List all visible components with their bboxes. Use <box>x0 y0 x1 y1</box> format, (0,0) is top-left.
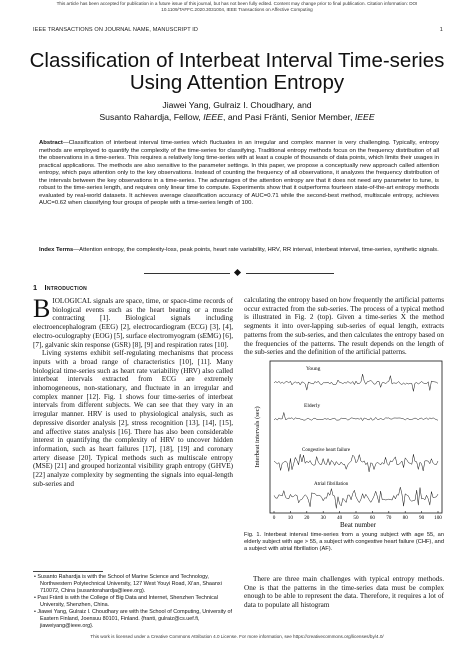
panel-label-elderly: Elderly <box>304 403 321 409</box>
abstract-text: —Classification of interbeat interval time-series which fluctuates in an irregular and complex manner is very challenging. Typically, entropy methods are employed to quantify the complexity of the time-series for classifying. Traditional entropy methods focus on the frequency distribution of all the observations in a time-series. This requires a relatively long time-series with at least a couple of thousands of data points, which limits their usages in practical applications. The methods are also sensitive to the parameter settings. In this paper, we propose a conceptually new approach called attention entropy, which pays attention only to the key observations. Instead of counting the frequency of all observations, it analyzes the frequency distribution of the intervals between the key observations in a time-series. The advantages of the attention entropy are that it does not need any parameter to tune, is robust to the time-series length, and requires only linear time to compute. Experiments show that it outperforms fourteen state-of-the-art entropy methods evaluated by real-world datasets. It achieves average classification accuracy of AUC=0.71 while the second-best method, multiscale entropy, achieves AUC=0.62 when classifying four groups of people with a time-series length of 100. <box>39 140 439 206</box>
footnote: • Pasi Fränti is with the College of Big Data and Internet, Shenzhen Technical University, Shenzhen, China. <box>34 594 218 608</box>
trace-line-3 <box>274 454 438 472</box>
x-tick-label: 70 <box>386 515 392 521</box>
x-tick-labels <box>273 511 443 521</box>
footnote: • Susanto Rahardja is with the School of Marine Science and Technology, Northwestern Polytechnical University, 127 West Youyi Road, Xi'an, Shaanxi 710072, China (susantorahardja@ieee.org). <box>34 574 222 594</box>
diamond-ornament <box>234 269 241 276</box>
x-tick-label: 10 <box>287 515 293 521</box>
author-text: Susanto Rahardja, Fellow, <box>99 112 204 122</box>
trace-line-1 <box>274 374 438 391</box>
paragraph-text: IOLOGICAL signals are space, time, or space-time records of biological events such as the heart beating or a muscle contracting [1]. Biological signals including electroencephalogram (EEG) [2], electrocardiogram (ECG) [3], [4], electro-oculography (EOG) [5], surface electromyogram (sEMG) [6], [7], galvanic skin response (GSR) [8], [9] and respiration rates [10]. <box>33 297 233 349</box>
x-axis-label: Beat number <box>340 521 376 529</box>
license-notice: This work is licensed under a Creative Commons Attribution 4.0 License. For more information, see https://creativecommons.org/licenses/by/4.0/ <box>90 634 384 639</box>
x-tick-label: 100 <box>434 515 442 521</box>
right-column-continued <box>244 575 444 610</box>
x-tick-label: 0 <box>272 515 276 521</box>
panel-label-chf: Congestive heart failure <box>302 448 351 453</box>
x-tick-label: 30 <box>320 515 326 521</box>
x-tick-label: 20 <box>304 515 310 521</box>
right-paragraph-1: calculating the entropy based on how frequently the artificial patterns occur extracted from the sub-series. The process of a typical method is illustrated in Fig. 2 (top). Given a time-series X the method segments it into over-lapping sub-series of equal length, extracts patterns from the sub-series, and then calculates the entropy based on the frequencies of the patterns. The result depends on the length of the sub-series and the definition of the artificial patterns. <box>244 296 444 357</box>
index-terms <box>39 247 439 255</box>
section-divider <box>144 270 334 278</box>
panel-label-af: Atrial fibrillation <box>314 482 349 487</box>
x-tick-label: 80 <box>402 515 408 521</box>
index-terms-text: —Attention entropy, the complexity-loss, peak points, heart rate variability, HRV, RR interval, interbeat interval, time-series, synthetic signals. <box>73 247 439 253</box>
publication-notice <box>0 1 474 13</box>
right-column <box>244 296 444 357</box>
section-heading <box>33 283 87 292</box>
section-number: 1 <box>33 283 38 292</box>
trace-line-2 <box>274 412 438 420</box>
interval-traces <box>274 374 438 508</box>
panel-label-young: Young <box>306 366 321 372</box>
drop-cap: B <box>33 294 51 323</box>
footnote-text: Susanto Rahardja is with the School of Marine Science and Technology, Northwestern Polytechnical University, 127 West Youyi Road, Xi'an, Shaanxi 710072, China (susantorahardja@ieee.org). <box>37 574 222 594</box>
ieee-label: IEEE <box>354 112 375 122</box>
footnote-rule <box>33 571 103 572</box>
section-title: Introduction <box>44 283 88 292</box>
intro-paragraph-2: Living systems exhibit self-regulating mechanisms that process inputs with a broad range of characteristics [10], [11]. Many biological time-series such as heart rate variability (HRV) also called interbeat intervals extracted from ECG are extremely inhomogeneous, non-stationary, and fluctuate in an irregular and complex manner [12]. Fig. 1 shows four time-series of interbeat intervals from different subjects. We can see that they vary in an irregular manner. HRV is used to physiological analysis, such as depressive disorder analysis [2], stress recognition [13], [14], [15], and affective states analysis [16]. There has also been considerable interest in quantifying the complexity of HRV to uncover hidden information, such as heart failures [17], [18], [19] and coronary artery disease [20]. Typical methods such as multiscale entropy (MSE) [21] and grouped horizontal visibility graph entropy (GHVE) [22] analyze complexity by segmenting the signals into equal-length sub-series and <box>33 349 233 488</box>
title-line-1: Classification of Interbeat Interval Time-series <box>29 49 445 72</box>
ieee-label: IEEE <box>203 112 223 122</box>
right-paragraph-2: There are three main challenges with typical entropy methods. One is that the patterns in the time-series data must be complex enough to be able to represent the data. Therefore, it requires a lot of data to populate all histogram <box>244 575 444 610</box>
plot-frame <box>270 361 442 513</box>
intro-paragraph-1 <box>33 294 233 349</box>
y-axis-label: Interbeat intervals (sec) <box>254 406 261 468</box>
notice-line-1: This article has been accepted for publication in a future issue of this journal, but has not been fully edited. Content may change prior to final publication. Citation information: DOI <box>56 1 418 6</box>
x-tick-label: 90 <box>419 515 425 521</box>
paper-title <box>20 50 454 94</box>
footnotes <box>33 574 233 630</box>
journal-name: IEEE TRANSACTIONS ON JOURNAL NAME, MANUSCRIPT ID <box>33 27 199 33</box>
notice-line-2: 10.1109/TAFFC.2020.3031004, IEEE Transactions on Affective Computing <box>161 7 313 12</box>
author-text: , and Pasi Fränti, Senior Member, <box>223 112 355 122</box>
left-column <box>33 294 233 488</box>
author-line-1: Jiawei Yang, Gulraiz I. Choudhary, and <box>162 100 312 110</box>
author-line-2 <box>20 111 454 123</box>
trace-line-4 <box>274 487 438 508</box>
figure-caption: Fig. 1. Interbeat interval time-series from a young subject with age 55, an elderly subject with age > 55, a subject with congestive heart failure (CHF), and a subject with atrial fibrillation (AF). <box>244 532 444 553</box>
footnote-text: Pasi Fränti is with the College of Big Data and Internet, Shenzhen Technical University, Shenzhen, China. <box>37 594 218 608</box>
x-tick-label: 60 <box>369 515 375 521</box>
page-number: 1 <box>439 27 443 33</box>
footnote-text: Jiawei Yang, Gulraiz I. Choudhary are with the School of Computing, University of Eastern Finland, Joensuu 80101, Finland. {franti, gulraiz@cs.uef.fi, jiaweiyang@ieee.org}. <box>37 608 232 629</box>
x-tick-label: 50 <box>353 515 359 521</box>
title-line-2: Using Attention Entropy <box>129 71 345 94</box>
x-tick-label: 40 <box>337 515 343 521</box>
running-header <box>33 27 443 33</box>
abstract <box>39 140 439 208</box>
author-list <box>20 99 454 123</box>
figure-1 <box>254 357 446 529</box>
footnote: • Jiawei Yang, Gulraiz I. Choudhary are with the School of Computing, University of Eastern Finland, Joensuu 80101, Finland. {franti, gulraiz@cs.uef.fi, jiaweiyang@ieee.org}. <box>34 608 232 629</box>
abstract-label: Abstract <box>39 140 63 146</box>
index-terms-label: Index Terms <box>39 247 74 253</box>
